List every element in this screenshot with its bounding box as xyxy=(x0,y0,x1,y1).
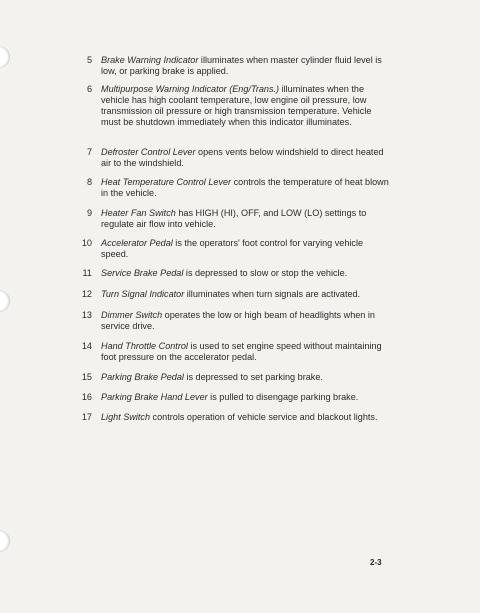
item-description: is depressed to set parking brake. xyxy=(183,372,323,382)
list-item xyxy=(70,289,390,300)
list-item xyxy=(70,392,390,403)
item-description: controls operation of vehicle service and blackout lights. xyxy=(150,412,378,422)
item-number: 12 xyxy=(81,289,92,299)
item-description: is depressed to slow or stop the vehicle. xyxy=(183,268,348,278)
binder-hole xyxy=(0,46,10,68)
list-item xyxy=(70,310,390,332)
list-item xyxy=(70,412,390,423)
item-term: Multipurpose Warning Indicator (Eng/Trans.) xyxy=(101,84,280,94)
item-number: 17 xyxy=(81,412,92,422)
list-item xyxy=(70,177,390,199)
list-item xyxy=(70,372,390,383)
item-description: is the operators' foot control for varying vehicle speed. xyxy=(101,238,364,259)
item-description: illuminates when turn signals are activated. xyxy=(184,289,361,299)
item-term: Turn Signal Indicator xyxy=(101,289,185,299)
item-description: operates the low or high beam of headlights when in service drive. xyxy=(101,310,375,331)
page-number: 2-3 xyxy=(370,558,382,567)
item-description: controls the temperature of heat blown in the vehicle. xyxy=(101,177,389,198)
item-number: 8 xyxy=(86,177,92,187)
item-number: 10 xyxy=(81,238,92,248)
item-number: 9 xyxy=(86,208,92,218)
item-term: Light Switch xyxy=(101,412,151,422)
list-item xyxy=(70,268,390,279)
item-term: Heater Fan Switch xyxy=(101,208,176,218)
list-item xyxy=(70,147,390,169)
item-number: 7 xyxy=(86,147,92,157)
item-term: Heat Temperature Control Lever xyxy=(101,177,232,187)
item-term: Service Brake Pedal xyxy=(101,268,184,278)
item-description: opens vents below windshield to direct heated air to the windshield. xyxy=(101,147,384,168)
list-item xyxy=(70,208,390,230)
item-description: illuminates when the vehicle has high coolant temperature, low engine oil pressure, low transmission oil pressure or high transmission temperature. Vehicle must be shutdown immediately when this indicator illuminates. xyxy=(101,84,372,127)
item-term: Dimmer Switch xyxy=(101,310,163,320)
binder-hole xyxy=(0,530,10,552)
item-term: Hand Throttle Control xyxy=(101,341,188,351)
item-number: 15 xyxy=(81,372,92,382)
item-term: Parking Brake Pedal xyxy=(101,372,184,382)
item-number: 13 xyxy=(81,310,92,320)
item-term: Defroster Control Lever xyxy=(101,147,196,157)
item-number: 14 xyxy=(81,341,92,351)
binder-hole xyxy=(0,290,10,312)
item-description: is used to set engine speed without maintaining foot pressure on the accelerator pedal. xyxy=(101,341,382,362)
item-term: Brake Warning Indicator xyxy=(101,55,199,65)
item-description: illuminates when master cylinder fluid level is low, or parking brake is applied. xyxy=(101,55,382,76)
list-item xyxy=(70,238,390,260)
item-description: is pulled to disengage parking brake. xyxy=(207,392,359,402)
list-item xyxy=(70,341,390,363)
item-term: Parking Brake Hand Lever xyxy=(101,392,208,402)
item-description: has HIGH (HI), OFF, and LOW (LO) settings to regulate air flow into vehicle. xyxy=(101,208,367,229)
list-item xyxy=(70,55,390,77)
item-number: 5 xyxy=(86,55,92,65)
list-item xyxy=(70,84,390,128)
item-number: 16 xyxy=(81,392,92,402)
item-term: Accelerator Pedal xyxy=(101,238,173,248)
item-number: 11 xyxy=(82,268,92,278)
item-number: 6 xyxy=(86,84,92,94)
